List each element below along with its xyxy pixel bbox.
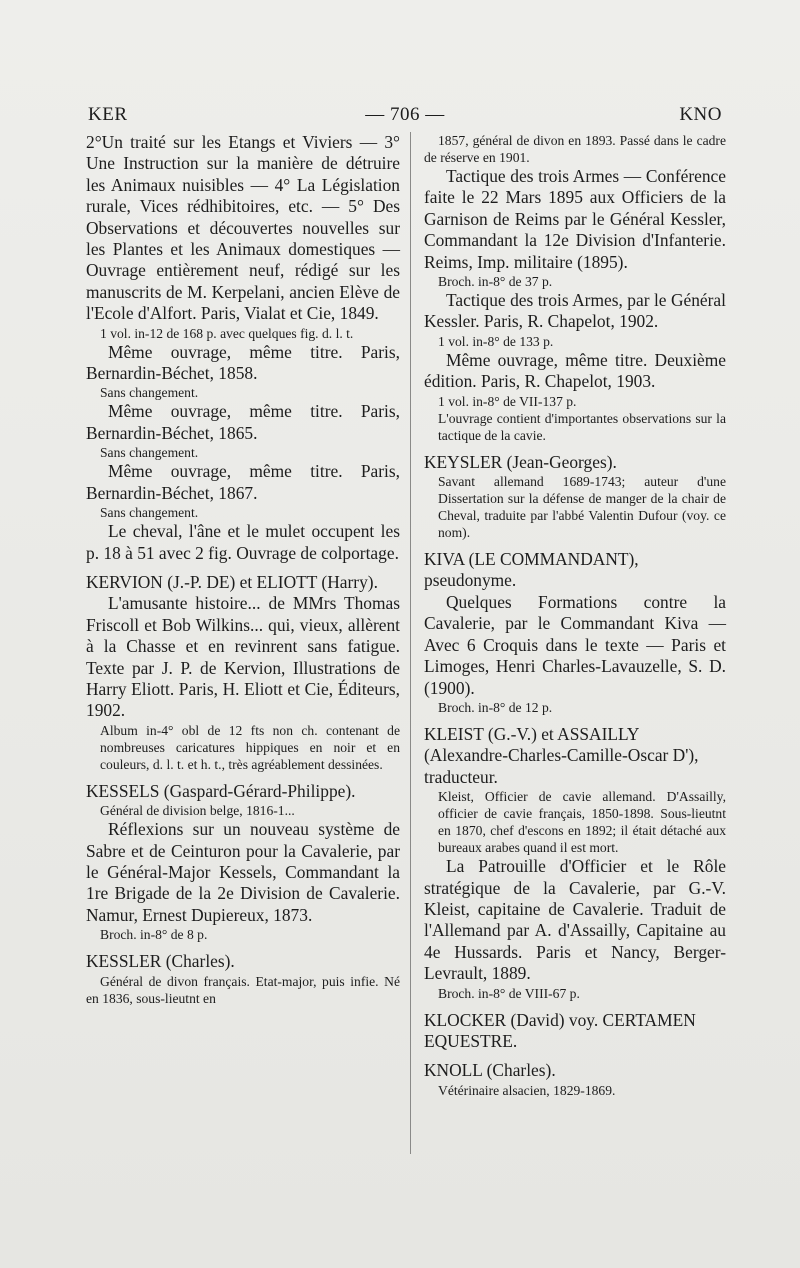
note-text: L'ouvrage contient d'importantes observations sur la tactique de la cavie.: [438, 410, 726, 443]
paragraph: La Patrouille d'Officier et le Rôle stratégique de la Cavalerie, par G.-V. Kleist, capitaine de Cavalerie. Traduit de l'Allemand par A. d'Assailly, Capitaine au 4e Hussards. Paris et Nancy, Berger-Levrault, 1889.: [424, 856, 726, 984]
entry-heading: KNOLL (Charles).: [424, 1060, 556, 1081]
paragraph: Réflexions sur un nouveau système de Sabre et de Ceinturon pour la Cavalerie, par le Général-Major Kessels, Commandant la 1re Brigade de la 2e Division de Cavalerie. Namur, Ernest Dupiereux, 1873.: [86, 819, 400, 925]
note-text: 1 vol. in-12 de 168 p. avec quelques fig. d. l. t.: [100, 325, 354, 341]
entry-heading: KIVA (LE COMMANDANT), pseudonyme.: [424, 549, 639, 591]
note-text: Général de divon français. Etat-major, puis infie. Né en 1836, sous-lieutnt en: [86, 973, 400, 1006]
column-divider: [410, 132, 411, 1154]
paragraph: Même ouvrage, même titre. Paris, Bernardin-Béchet, 1865.: [86, 401, 400, 443]
entry-heading: KLEIST (G.-V.) et ASSAILLY (Alexandre-Charles-Camille-Oscar D'), traducteur.: [424, 723, 699, 787]
entry-heading: KLOCKER (David) voy. CERTAMEN EQUESTRE.: [424, 1009, 696, 1051]
page-number: — 706 —: [365, 104, 445, 125]
note-text: 1857, général de divon en 1893. Passé dans le cadre de réserve en 1901.: [424, 133, 726, 165]
note-text: 1 vol. in-8° de VII-137 p.: [438, 393, 577, 409]
paragraph: L'amusante histoire... de MMrs Thomas Friscoll et Bob Wilkins... qui, vieux, allèrent à la Chasse et en revinrent sans fatigue. Texte par J. P. de Kervion, Illustrations de Harry Eliott. Paris, H. Eliott et Cie, Éditeurs, 1902.: [86, 593, 400, 721]
paragraph: Même ouvrage, même titre. Paris, Bernardin-Béchet, 1867.: [86, 461, 400, 503]
header-right: KNO: [679, 104, 722, 125]
note-text: Broch. in-8° de 37 p.: [438, 274, 553, 290]
note-text: Sans changement.: [100, 385, 199, 401]
paragraph: Même ouvrage, même titre. Paris, Bernardin-Béchet, 1858.: [86, 341, 400, 384]
note-text: Kleist, Officier de cavie allemand. D'Assailly, officier de cavie français, 1850-1898. Sous-lieutnt en 1870, chef d'escons en 1892; il était détaché aux bureaux arabes quand il est mort.: [438, 789, 726, 856]
right-column: [424, 132, 726, 1099]
note-text: 1 vol. in-8° de 133 p.: [438, 333, 554, 349]
left-column: [86, 132, 400, 1007]
note-text: Savant allemand 1689-1743; auteur d'une Dissertation sur la défense de manger de la chair de Cheval, traduite par l'abbé Valentin Dufour (voy. ce nom).: [438, 474, 726, 541]
paragraph: Tactique des trois Armes — Conférence faite le 22 Mars 1895 aux Officiers de la Garnison de Reims par le Général Kessler, Commandant la 12e Division d'Infanterie. Reims, Imp. militaire (1895).: [424, 166, 726, 272]
note-text: Broch. in-8° de 8 p.: [100, 927, 208, 943]
paragraph: Le cheval, l'âne et le mulet occupent les p. 18 à 51 avec 2 fig. Ouvrage de colportage.: [86, 521, 400, 563]
note-text: Général de division belge, 1816-1...: [100, 803, 295, 819]
paragraph: Quelques Formations contre la Cavalerie, par le Commandant Kiva — Avec 6 Croquis dans le texte — Paris et Limoges, Henri Charles-Lavauzelle, S. D. (1900).: [424, 591, 726, 698]
entry-heading: KERVION (J.-P. DE) et ELIOTT (Harry).: [86, 571, 378, 592]
paragraph: 2°Un traité sur les Etangs et Viviers — 3° Une Instruction sur la manière de détruire les Animaux nuisibles — 4° La Législation rurale, Vices rédhibitoires, etc. — 5° Des Observations et découvertes nouvelles sur les Plantes et les Animaux domestiques — Ouvrage entièrement neuf, rédigé sur les manuscrits de M. Kerpelani, ancien Elève de l'Ecole d'Alfort. Paris, Vialat et Cie, 1849.: [86, 132, 400, 324]
paragraph: Tactique des trois Armes, par le Général Kessler. Paris, R. Chapelot, 1902.: [424, 290, 726, 332]
note-text: Album in-4° obl de 12 fts non ch. contenant de nombreuses caricatures hippiques en noir et en couleurs, d. l. t. et h. t., très agréablement dessinées.: [100, 722, 400, 772]
header-left: KER: [88, 104, 128, 125]
note-text: Vétérinaire alsacien, 1829-1869.: [438, 1082, 616, 1098]
entry-heading: KESSELS (Gaspard-Gérard-Philippe).: [86, 780, 356, 801]
note-text: Broch. in-8° de 12 p.: [438, 699, 553, 715]
paragraph: Même ouvrage, même titre. Deuxième édition. Paris, R. Chapelot, 1903.: [424, 349, 726, 392]
running-header: [88, 104, 722, 132]
note-text: Broch. in-8° de VIII-67 p.: [438, 985, 580, 1001]
entry-heading: KESSLER (Charles).: [86, 951, 235, 972]
note-text: Sans changement.: [100, 505, 199, 521]
entry-heading: KEYSLER (Jean-Georges).: [424, 451, 617, 472]
note-text: Sans changement.: [100, 445, 199, 461]
